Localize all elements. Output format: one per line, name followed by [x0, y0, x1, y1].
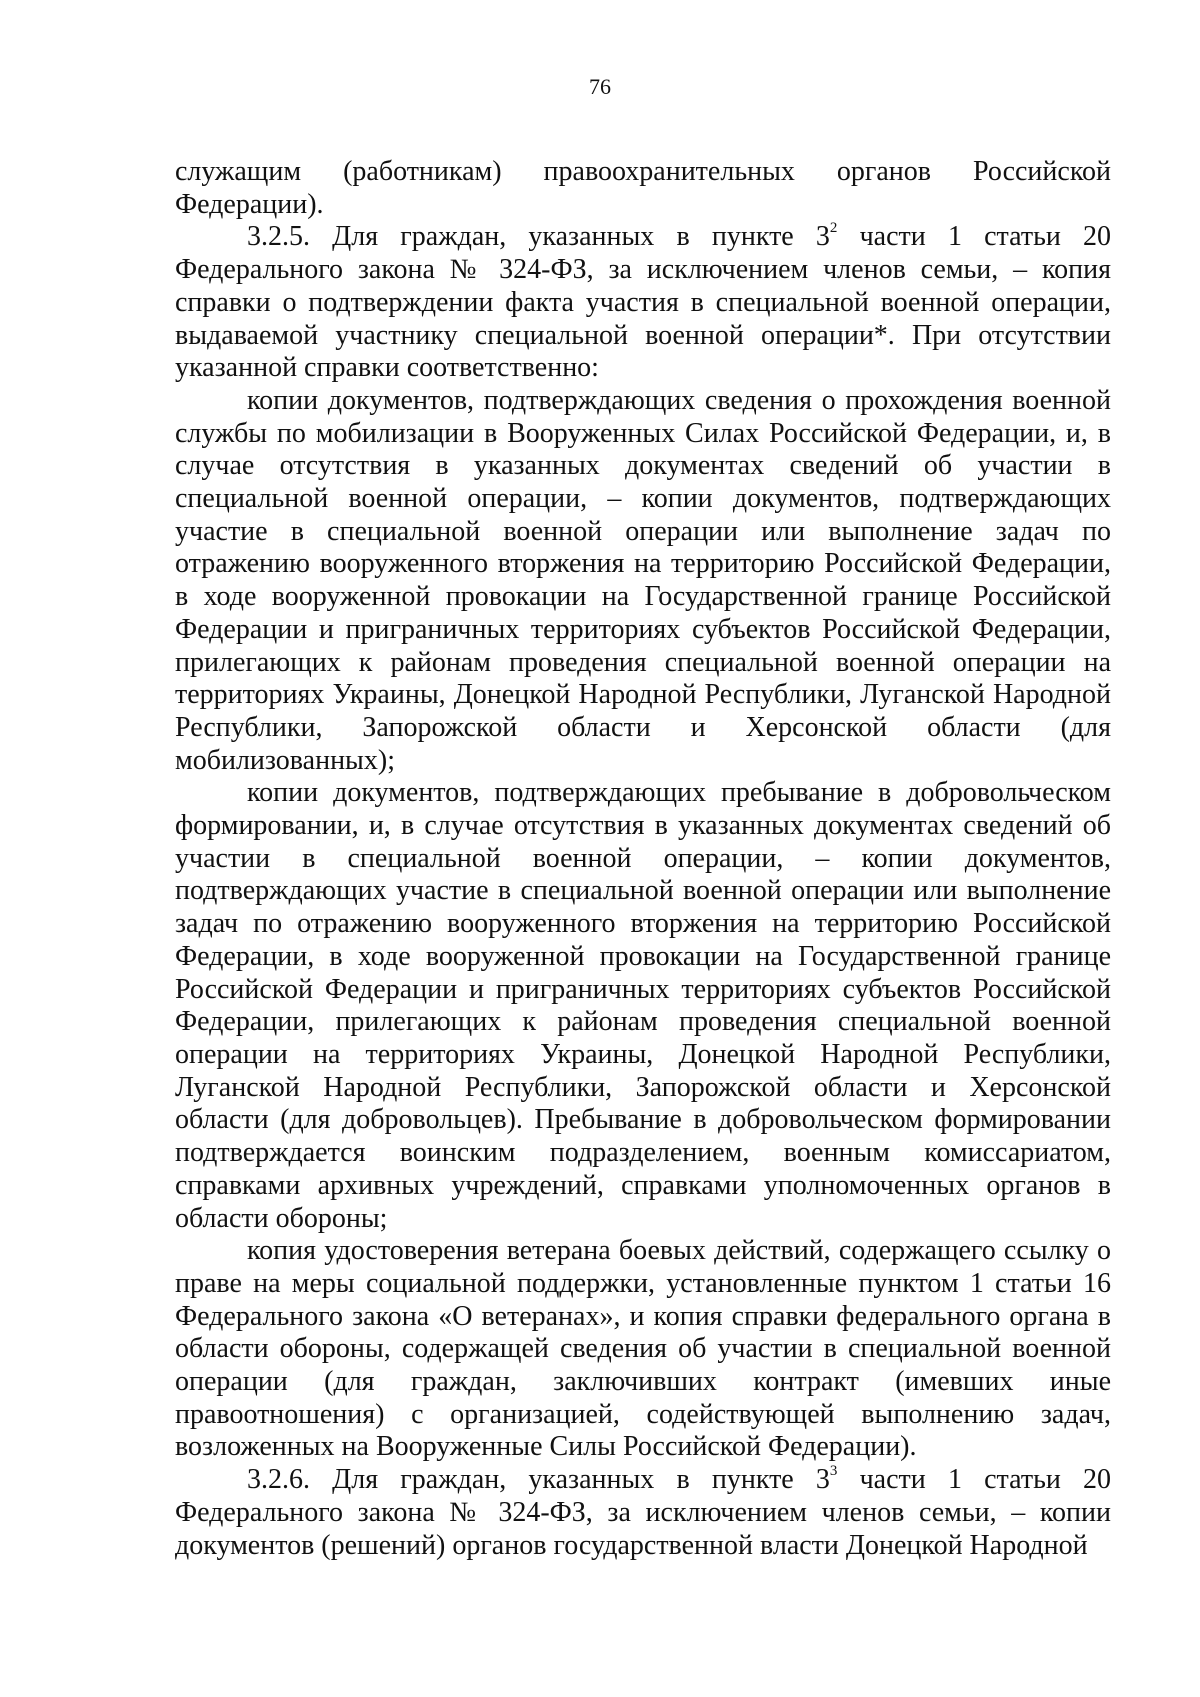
paragraph-volunteers: копии документов, подтверждающих пребывание в добровольческом формировании, и, в случае отсутствия в указанных документах сведений об участии в специальной военной операции, – копии документов, подтверждающих участие в специальной военной операции или выполнение задач по отражению вооруженного вторжения на территорию Российской Федерации, в ходе вооруженной провокации на Государственной границе Российской Федерации и приграничных территориях субъектов Российской Федерации, прилегающих к районам проведения специальной военной операции на территориях Украины, Донецкой Народной Республики, Луганской Народной Республики, Запорожской области и Херсонской области (для добровольцев). Пребывание в добровольческом формировании подтверждается воинским подразделением, военным комиссариатом, справками архивных учреждений, справками уполномоченных органов в области обороны;: [175, 777, 1111, 1234]
page-number: 76: [589, 74, 611, 99]
paragraph-3-2-6-start: 3.2.6. Для граждан, указанных в пункте 3: [247, 1464, 830, 1496]
paragraph-3-2-6-rest: части 1 статьи 20 Федерального закона № 324-ФЗ, за исключением членов семьи, – копии документов (решений) органов государственной власти Донецкой Народной: [175, 1464, 1111, 1561]
paragraph-3-2-5: [175, 221, 1111, 385]
superscript-2: 2: [829, 220, 838, 237]
paragraph-mobilized: копии документов, подтверждающих сведения о прохождения военной службы по мобилизации в Вооруженных Силах Российской Федерации, и, в случае отсутствия в указанных документах сведений об участии в специальной военной операции, – копии документов, подтверждающих участие в специальной военной операции или выполнение задач по отражению вооруженного вторжения на территорию Российской Федерации, в ходе вооруженной провокации на Государственной границе Российской Федерации и приграничных территориях субъектов Российской Федерации, прилегающих к районам проведения специальной военной операции на территориях Украины, Донецкой Народной Республики, Луганской Народной Республики, Запорожской области и Херсонской области (для мобилизованных);: [175, 384, 1111, 776]
paragraph-3-2-5-rest: части 1 статьи 20 Федерального закона № 324-ФЗ, за исключением членов семьи, – копия справки о подтверждении факта участия в специальной военной операции, выдаваемой участнику специальной военной операции*. При отсутствии указанной справки соответственно:: [175, 221, 1111, 384]
paragraph-continuation: служащим (работникам) правоохранительных органов Российской Федерации).: [175, 156, 1111, 220]
paragraph-veteran-certificate: копия удостоверения ветерана боевых действий, содержащего ссылку о праве на меры социальной поддержки, установленные пунктом 1 статьи 16 Федерального закона «О ветеранах», и копия справки федерального органа в области обороны, содержащей сведения об участии в специальной военной операции (для граждан, заключивших контракт (имевших иные правоотношения) с организацией, содействующей выполнению задач, возложенных на Вооруженные Силы Российской Федерации).: [175, 1235, 1111, 1463]
paragraph-3-2-5-start: 3.2.5. Для граждан, указанных в пункте 3: [247, 221, 830, 253]
superscript-3: 3: [829, 1463, 838, 1480]
document-body: [175, 156, 1111, 1562]
paragraph-3-2-6: [175, 1464, 1111, 1562]
